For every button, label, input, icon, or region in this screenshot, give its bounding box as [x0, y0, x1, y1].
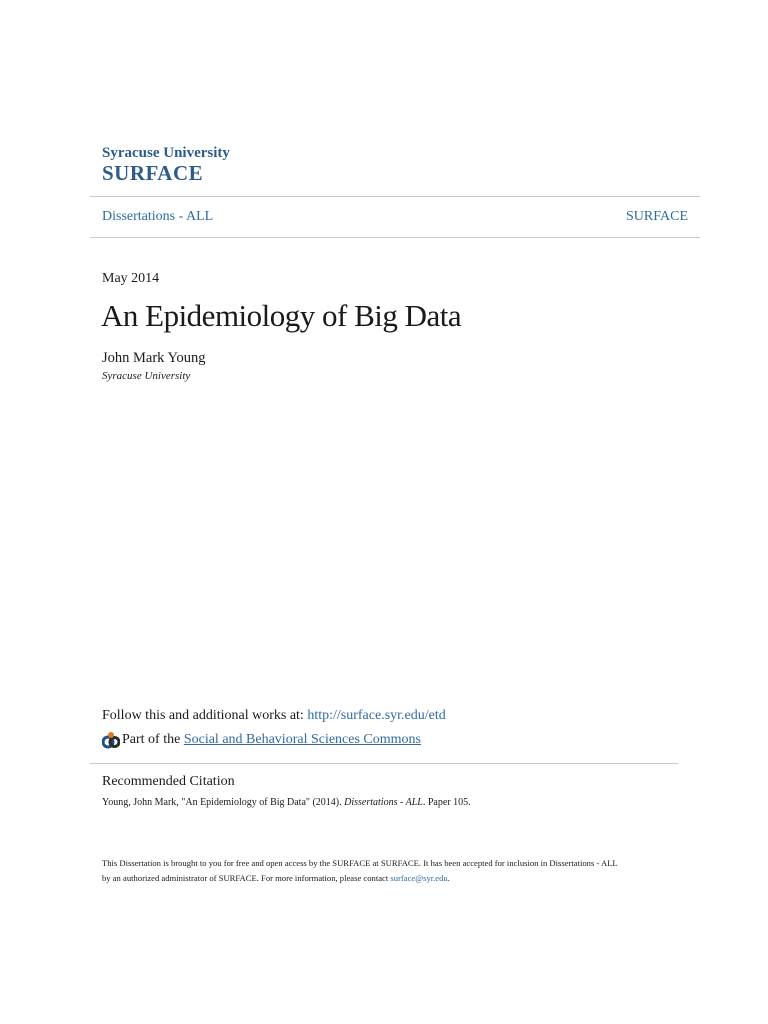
- citation-prefix: Young, John Mark, "An Epidemiology of Big Data" (2014).: [102, 797, 342, 808]
- contact-email-link[interactable]: surface@syr.edu: [390, 873, 448, 883]
- citation-suffix: . Paper 105.: [422, 797, 471, 808]
- repository-name: SURFACE: [102, 161, 204, 185]
- surface-home-link[interactable]: SURFACE: [626, 209, 688, 224]
- repository-brand[interactable]: [102, 144, 230, 184]
- author-name: John Mark Young: [102, 350, 206, 366]
- follow-line: [102, 707, 446, 725]
- follow-label: Follow this and additional works at:: [102, 708, 304, 723]
- navigation-bar: [90, 196, 700, 238]
- part-of-label: Part of the: [122, 732, 181, 747]
- recommended-citation-heading: Recommended Citation: [102, 774, 235, 789]
- notice-line-1: This Dissertation is brought to you for free and open access by the SURFACE at SURFACE. It has been accepted for inclusion in Dissertations - ALL: [102, 858, 618, 868]
- paper-title: An Epidemiology of Big Data: [101, 298, 462, 333]
- citation-text: [102, 796, 471, 810]
- commons-icon: [102, 731, 120, 749]
- collection-link[interactable]: Dissertations - ALL: [102, 209, 214, 224]
- organization-name: Syracuse University: [102, 145, 230, 161]
- author-affiliation: Syracuse University: [102, 370, 191, 382]
- follow-link[interactable]: http://surface.syr.edu/etd: [307, 708, 446, 723]
- citation-series: Dissertations - ALL: [344, 797, 423, 808]
- publication-date: May 2014: [102, 271, 160, 286]
- notice-line-2: by an authorized administrator of SURFACE. For more information, please contact: [102, 873, 389, 883]
- notice-end: .: [447, 873, 450, 883]
- commons-link[interactable]: Social and Behavioral Sciences Commons: [183, 732, 422, 747]
- access-notice: [102, 856, 682, 886]
- section-divider: [90, 763, 678, 764]
- part-of-line: [102, 730, 421, 750]
